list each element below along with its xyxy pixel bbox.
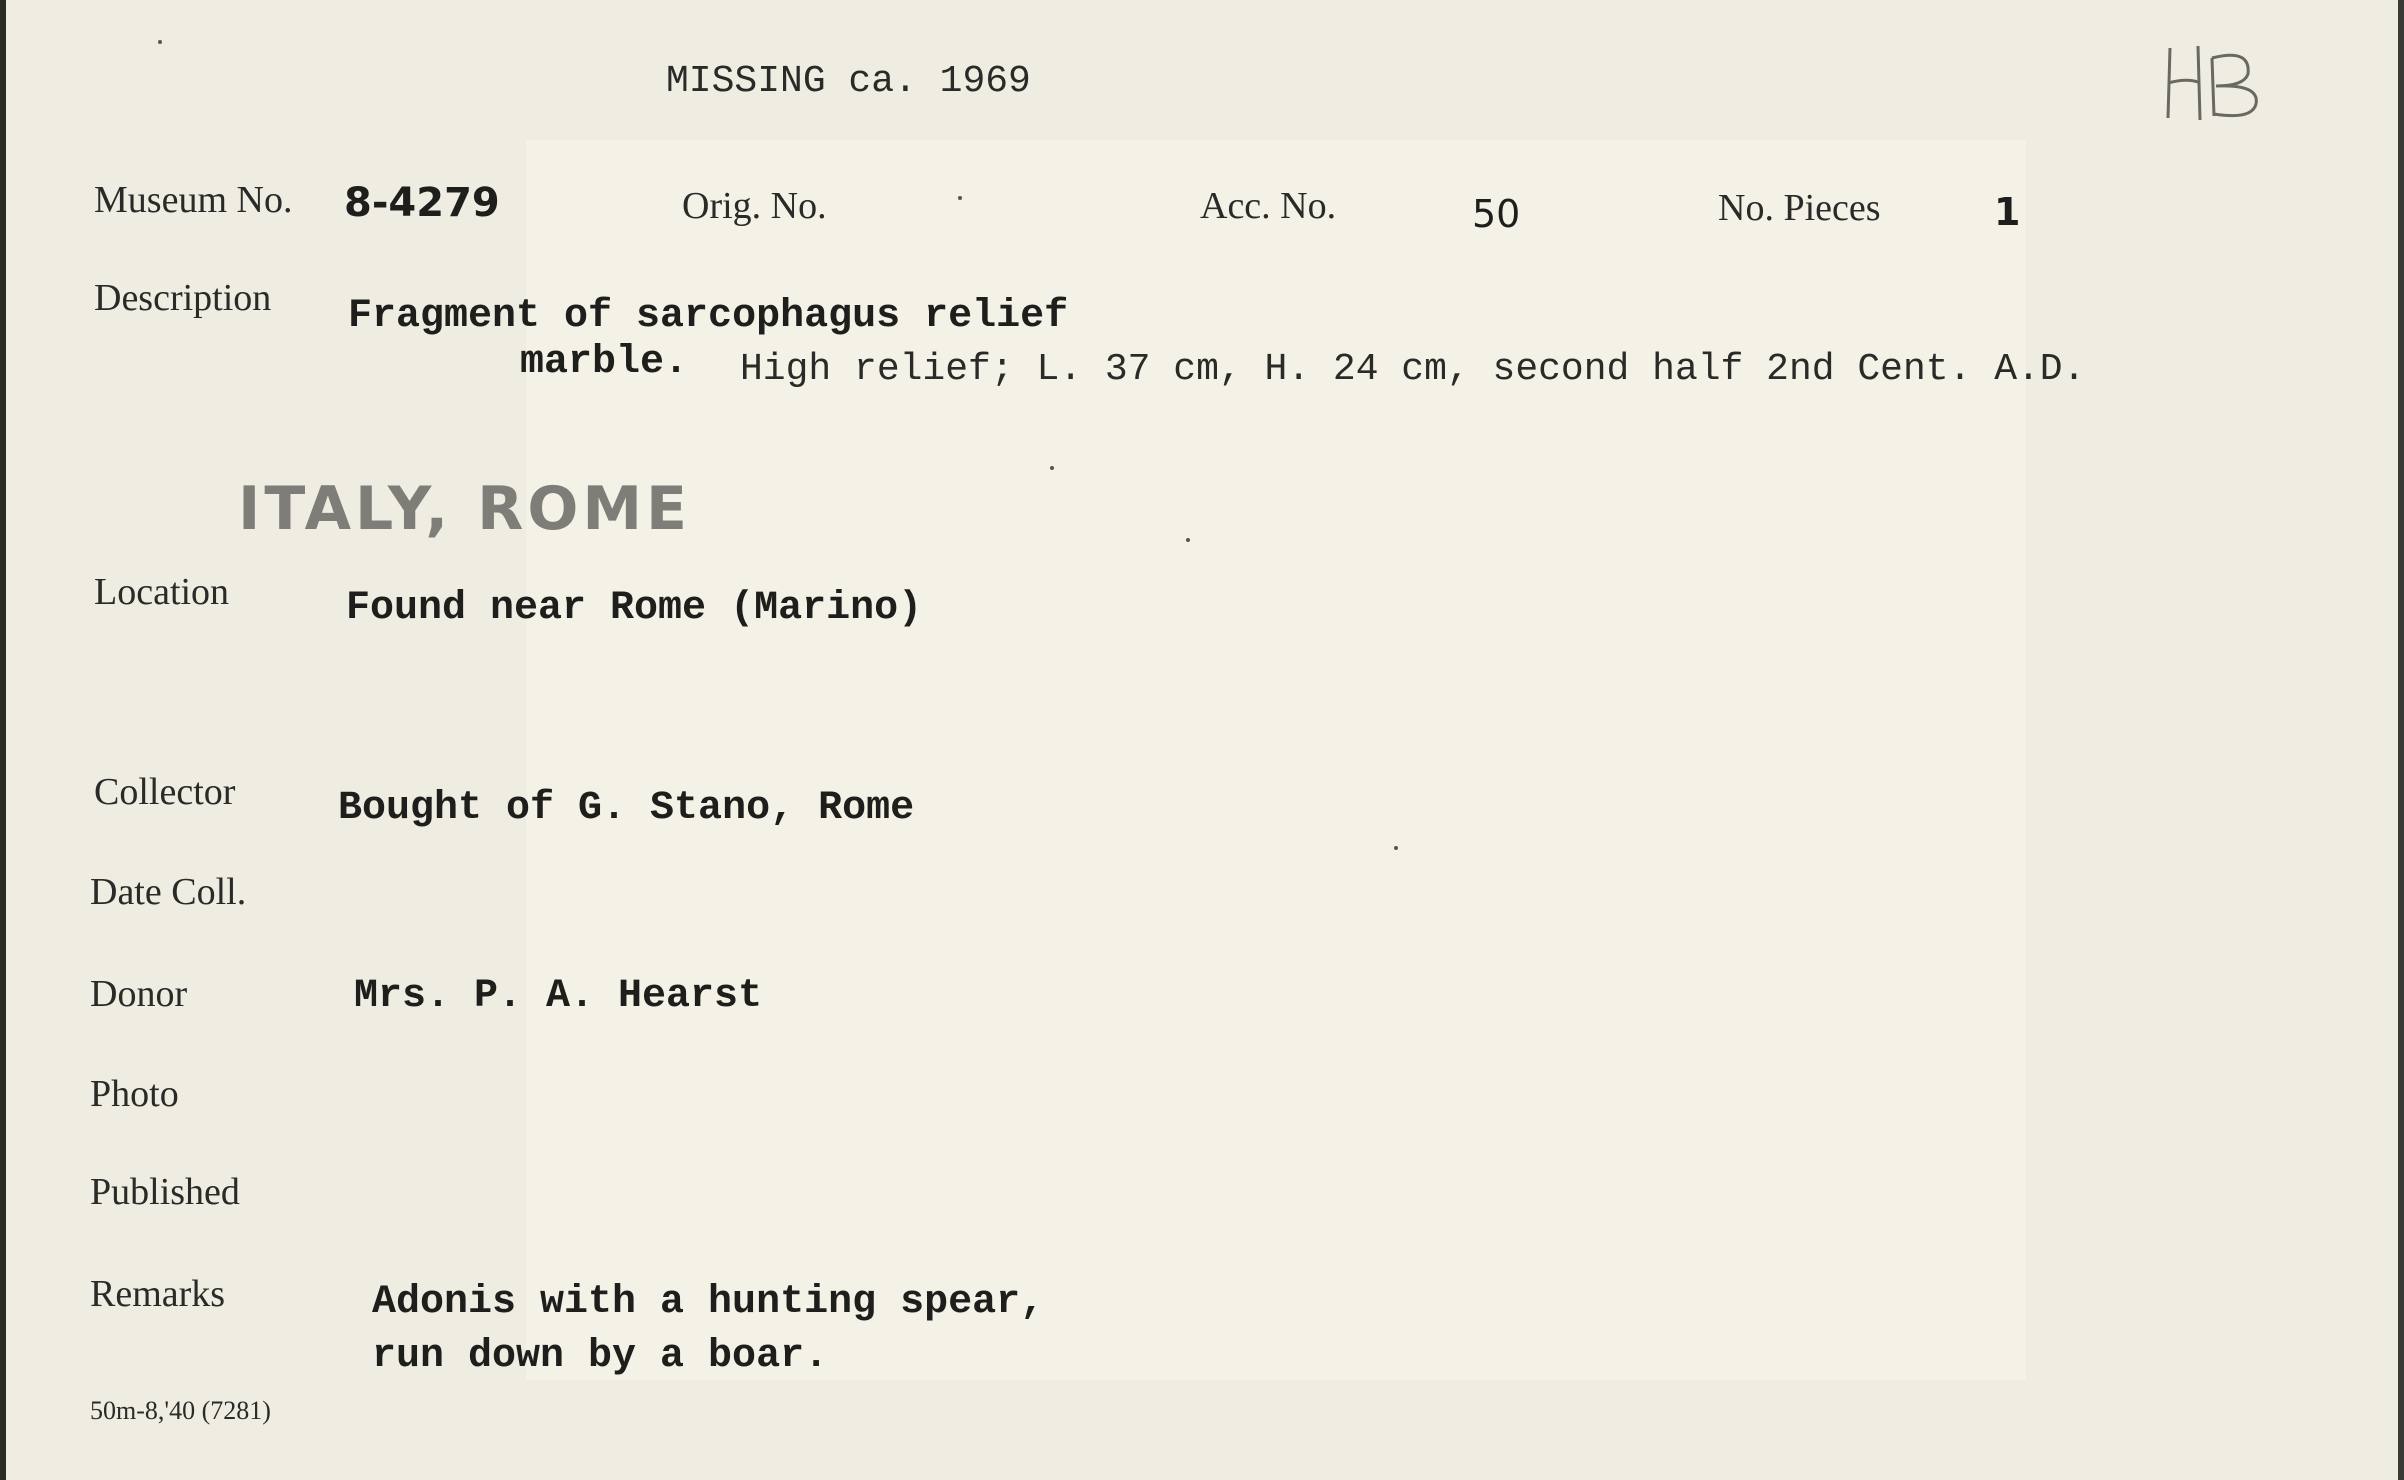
no-pieces-label: No. Pieces: [1718, 187, 1881, 229]
description-label: Description: [94, 277, 272, 319]
description-material: marble.: [520, 340, 689, 385]
description-line-2: High relief; L. 37 cm, H. 24 cm, second half 2nd Cent. A.D.: [740, 348, 2086, 391]
remarks-label: Remarks: [90, 1273, 226, 1315]
handwritten-initials: [2156, 38, 2276, 128]
remarks-line-2: run down by a boar.: [372, 1334, 829, 1379]
paper-speck: [158, 40, 162, 44]
missing-note: MISSING ca. 1969: [666, 60, 1031, 103]
published-label: Published: [90, 1171, 240, 1213]
description-line-1: Fragment of sarcophagus relief: [348, 294, 1069, 339]
location-label: Location: [94, 571, 230, 613]
paper-speck: [958, 196, 962, 200]
place-stamp: ITALY, ROME: [238, 474, 692, 544]
donor-value: Mrs. P. A. Hearst: [354, 974, 763, 1019]
paper-speck: [1394, 846, 1398, 850]
museum-no-value: 8-4279: [344, 180, 500, 226]
collector-label: Collector: [94, 771, 236, 813]
acc-no-label: Acc. No.: [1200, 185, 1337, 227]
paper-speck: [1050, 466, 1054, 470]
remarks-line-1: Adonis with a hunting spear,: [372, 1280, 1045, 1325]
paper-speck: [1186, 538, 1190, 542]
photo-label: Photo: [90, 1073, 179, 1115]
no-pieces-value: 1: [1994, 190, 2021, 234]
orig-no-label: Orig. No.: [682, 185, 827, 227]
collector-value: Bought of G. Stano, Rome: [338, 786, 915, 831]
museum-no-label: Museum No.: [94, 179, 293, 221]
acc-no-value: 50: [1472, 192, 1521, 236]
print-code: 50m-8,'40 (7281): [90, 1396, 271, 1425]
donor-label: Donor: [90, 973, 188, 1015]
date-coll-label: Date Coll.: [90, 871, 247, 913]
location-value: Found near Rome (Marino): [346, 586, 923, 631]
